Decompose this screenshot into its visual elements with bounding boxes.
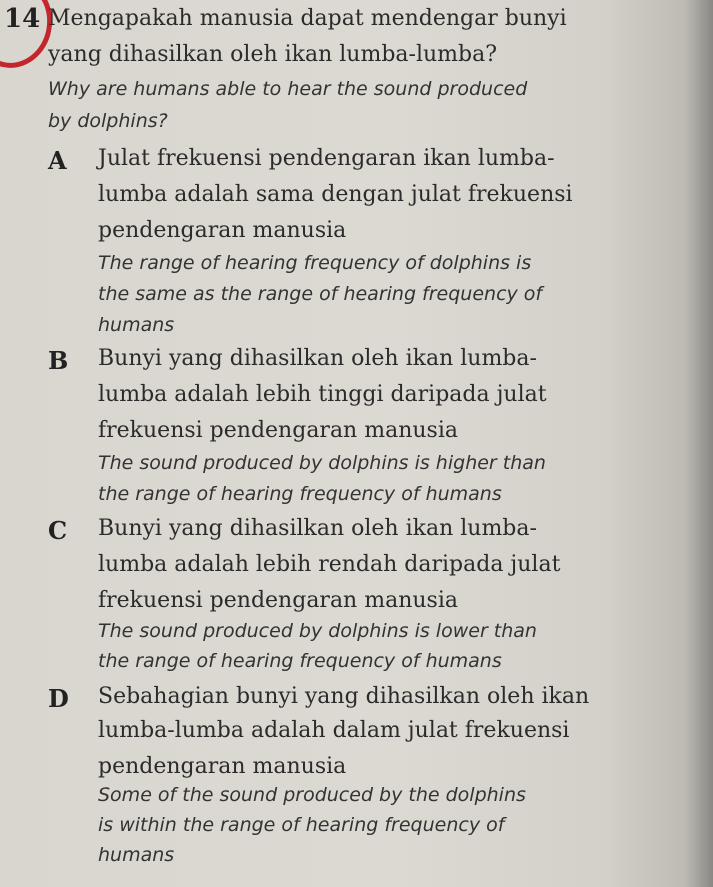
- question-english-line-1: Why are humans able to hear the sound produced: [48, 78, 528, 100]
- option-d-malay-line-2: lumba-lumba adalah dalam julat frekuensi: [98, 718, 570, 743]
- option-a-malay-line-3: pendengaran manusia: [98, 218, 347, 243]
- option-a-english-line-3: humans: [98, 314, 175, 336]
- option-c-english-line-1: The sound produced by dolphins is lower than: [98, 620, 537, 642]
- option-d-english-line-2: is within the range of hearing frequency of: [98, 814, 505, 836]
- option-d-malay-line-1: Sebahagian bunyi yang dihasilkan oleh ikan: [98, 684, 590, 709]
- option-b-english-line-2: the range of hearing frequency of humans: [98, 483, 502, 505]
- option-a-english-line-1: The range of hearing frequency of dolphins is: [98, 252, 532, 274]
- question-malay-line-1: Mengapakah manusia dapat mendengar bunyi: [48, 6, 567, 31]
- option-b-malay-line-3: frekuensi pendengaran manusia: [98, 418, 458, 443]
- option-d-english-line-1: Some of the sound produced by the dolphins: [98, 784, 526, 806]
- option-a-malay-line-2: lumba adalah sama dengan julat frekuensi: [98, 182, 573, 207]
- option-a-english-line-2: the same as the range of hearing frequency of: [98, 283, 543, 305]
- option-b-malay-line-2: lumba adalah lebih tinggi daripada julat: [98, 382, 547, 407]
- option-c-letter[interactable]: C: [48, 516, 68, 545]
- question-malay-line-2: yang dihasilkan oleh ikan lumba-lumba?: [48, 42, 498, 67]
- option-b-letter[interactable]: B: [48, 346, 69, 375]
- option-d-malay-line-3: pendengaran manusia: [98, 754, 347, 779]
- option-a-letter[interactable]: A: [48, 146, 67, 175]
- option-c-malay-line-1: Bunyi yang dihasilkan oleh ikan lumba-: [98, 516, 537, 541]
- option-b-english-line-1: The sound produced by dolphins is higher than: [98, 452, 546, 474]
- option-d-letter[interactable]: D: [48, 684, 69, 713]
- option-a-malay-line-1: Julat frekuensi pendengaran ikan lumba-: [98, 146, 555, 171]
- question-english-line-2: by dolphins?: [48, 110, 168, 132]
- option-d-english-line-3: humans: [98, 844, 175, 866]
- option-c-english-line-2: the range of hearing frequency of humans: [98, 650, 502, 672]
- option-b-malay-line-1: Bunyi yang dihasilkan oleh ikan lumba-: [98, 346, 537, 371]
- option-c-malay-line-2: lumba adalah lebih rendah daripada julat: [98, 552, 561, 577]
- question-number: 14: [4, 4, 41, 34]
- option-c-malay-line-3: frekuensi pendengaran manusia: [98, 588, 458, 613]
